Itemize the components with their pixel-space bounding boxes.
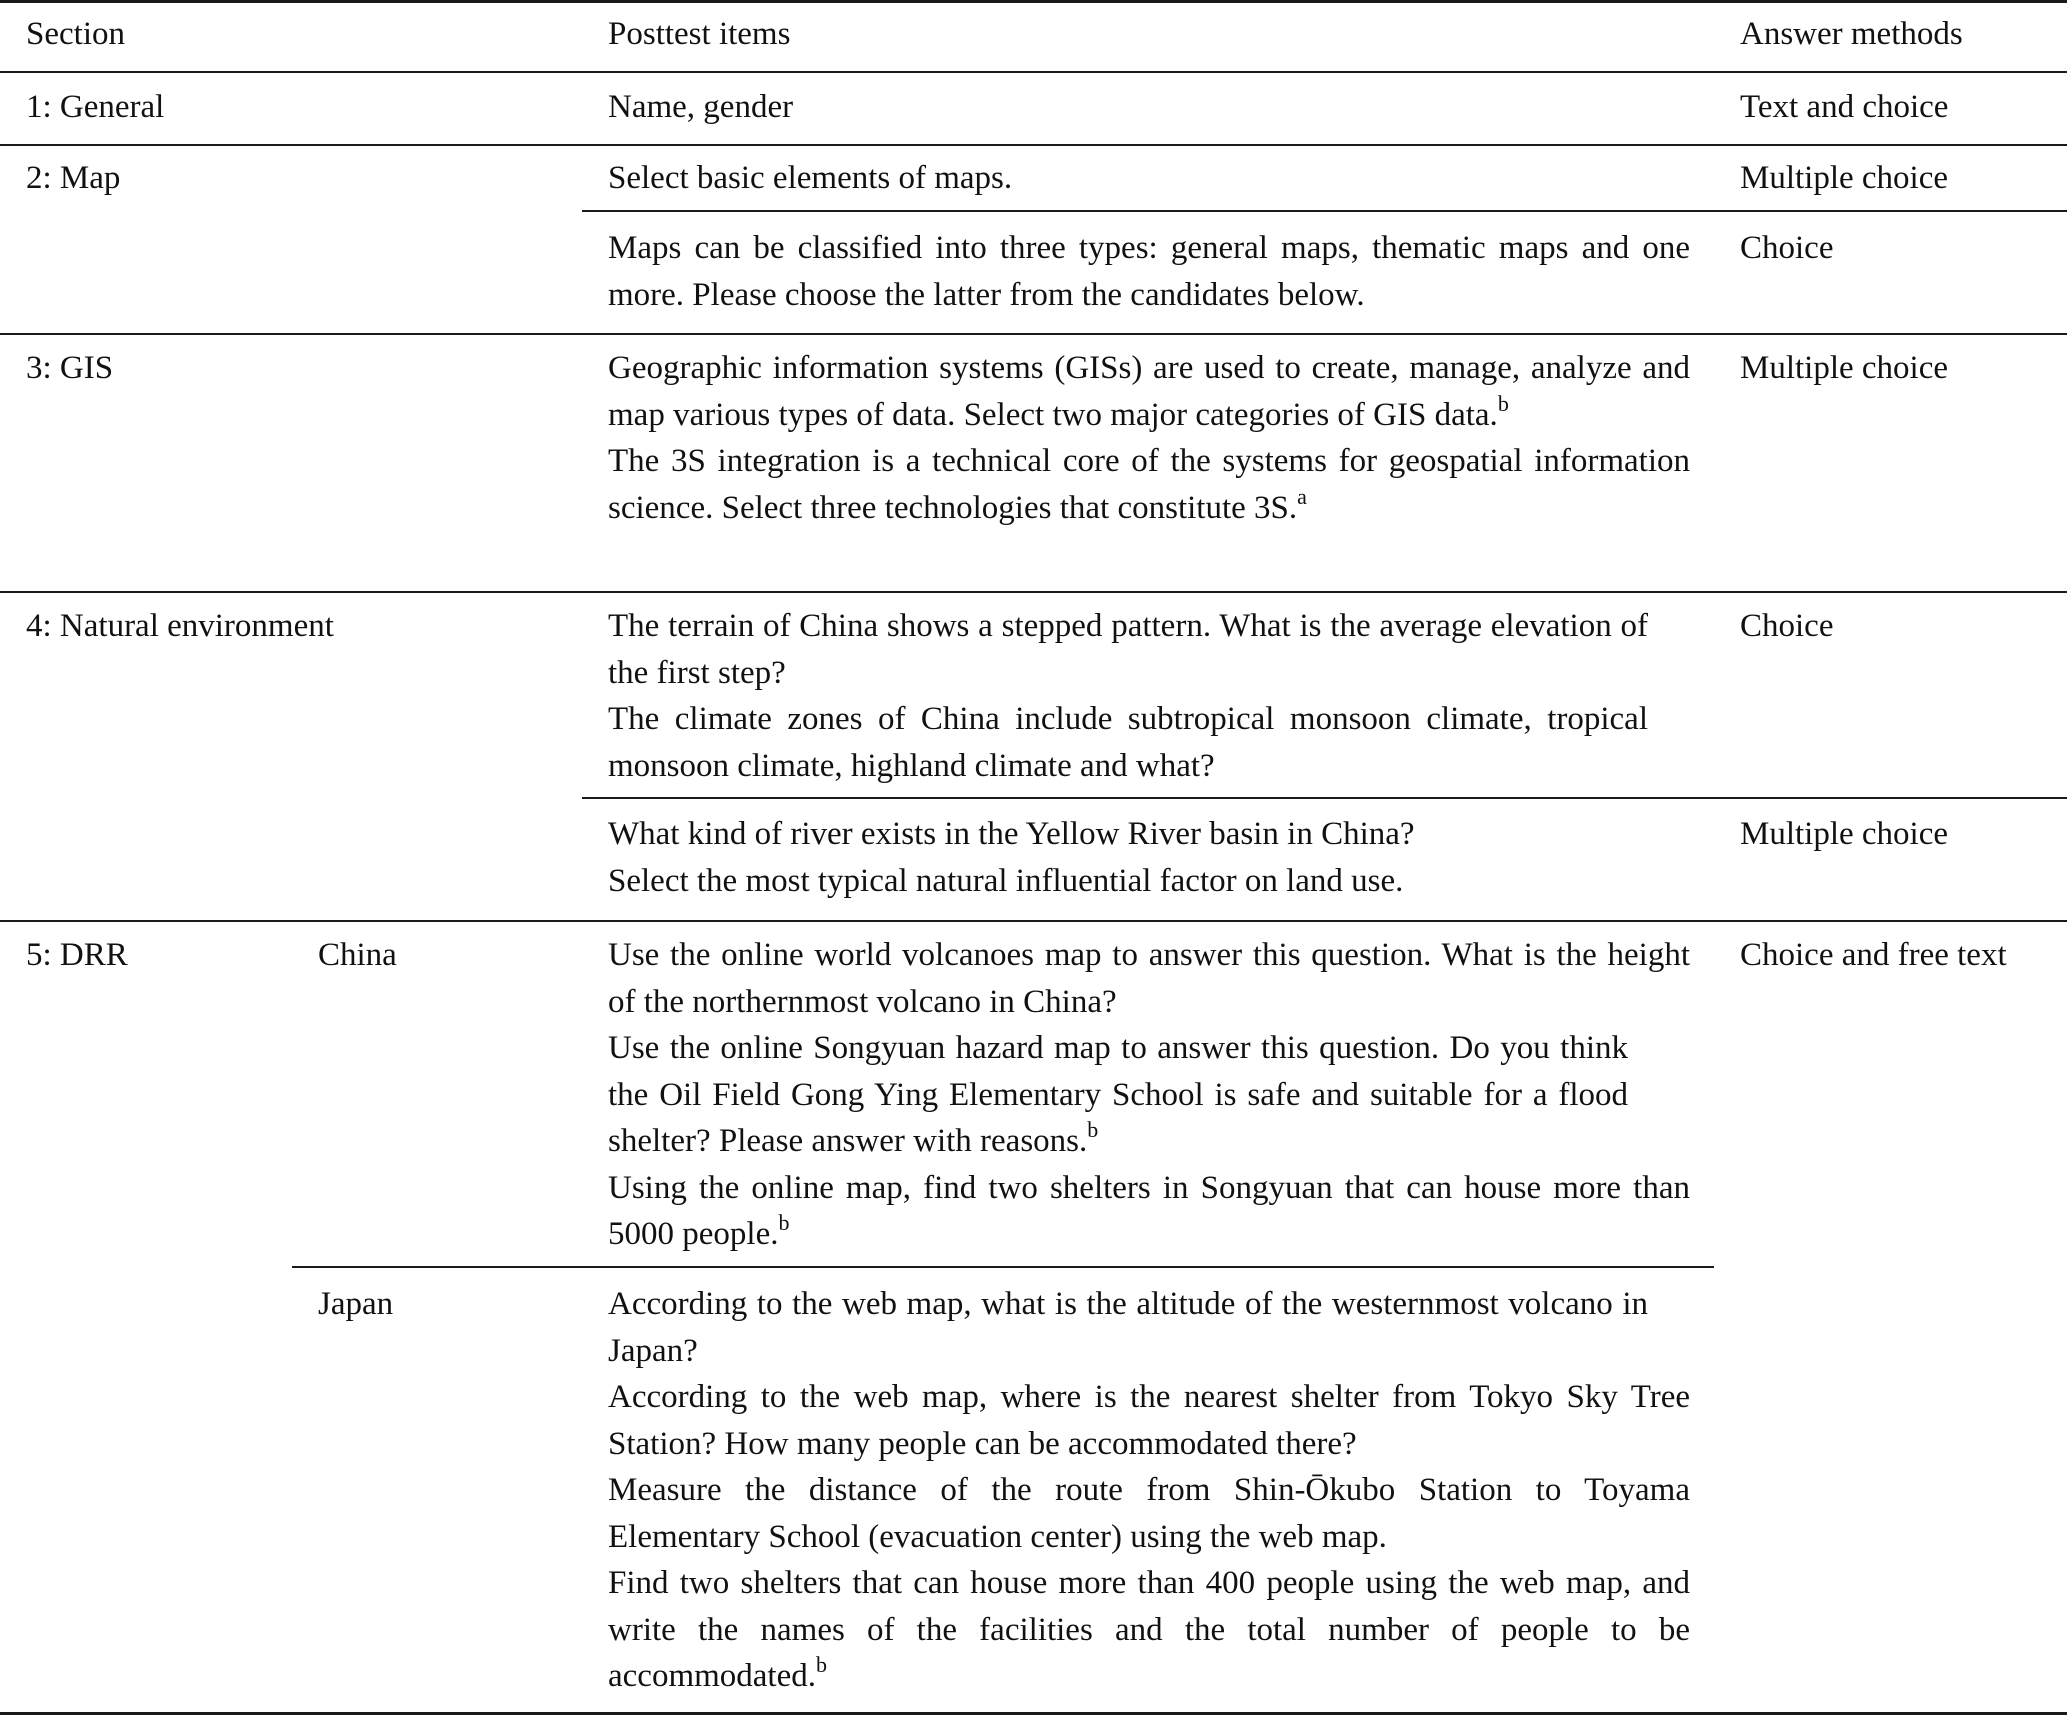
posttest-item: Use the online Songyuan hazard map to answer this question. Do you think the Oil Field Gong Ying Elementary School is safe and suitable for a flood shelter? Please answer with reasons.$^b$ xyxy=(608,1030,1628,1159)
footnote-marker: b xyxy=(1087,1117,1099,1142)
section-label: 2: Map xyxy=(26,160,121,196)
posttest-item: According to the web map, where is the nearest shelter from Tokyo Sky Tree Station? How many people can be accommodated there? xyxy=(608,1379,1690,1462)
answer-method: Multiple choice xyxy=(1740,816,1949,852)
drr-china-japan-rule xyxy=(292,1266,1714,1268)
gis-bottom-rule xyxy=(0,591,2067,593)
region-label: China xyxy=(318,937,397,973)
section-label: 1: General xyxy=(26,89,165,125)
posttest-item: The 3S integration is a technical core of the systems for geospatial information science. Select three technologies that constitute 3S.$^a$ xyxy=(608,443,1690,526)
map-bottom-rule xyxy=(0,333,2067,335)
header-bottom-rule xyxy=(0,71,2067,73)
answer-method: Choice xyxy=(1740,608,1834,644)
posttest-item: Use the online world volcanoes map to answer this question. What is the height of the northernmost volcano in China? xyxy=(608,937,1690,1020)
posttest-item: Select the most typical natural influential factor on land use. xyxy=(608,862,1404,899)
table-bottom-rule xyxy=(0,1712,2067,1715)
posttest-item-block xyxy=(608,345,1690,531)
posttest-item: The terrain of China shows a stepped pattern. What is the average elevation of the first step? xyxy=(608,608,1648,691)
section-label: 4: Natural environment xyxy=(26,608,334,644)
posttest-item-block xyxy=(608,811,1690,904)
answer-method: Multiple choice xyxy=(1740,160,1949,196)
general-bottom-rule xyxy=(0,144,2067,146)
region-label: Japan xyxy=(318,1286,394,1322)
posttest-item-block xyxy=(608,1281,1690,1700)
answer-method: Text and choice xyxy=(1740,89,1949,125)
table-top-rule xyxy=(0,0,2067,3)
footnote-marker: b xyxy=(816,1652,827,1677)
natural-sub-rule xyxy=(582,797,2067,799)
footnote-marker: b xyxy=(778,1210,790,1235)
section-label: 5: DRR xyxy=(26,937,128,973)
map-sub-rule xyxy=(582,210,2067,212)
answer-method: Choice xyxy=(1740,230,1834,266)
answer-method: Choice and free text xyxy=(1740,937,2007,973)
posttest-item-block xyxy=(608,932,1690,1258)
posttest-item: Select basic elements of maps. xyxy=(608,160,1013,196)
footnote-marker: b xyxy=(1497,390,1509,416)
posttest-item: Find two shelters that can house more than 400 people using the web map, and write the names of the facilities and the total number of people to be accommodated.$^b$ xyxy=(608,1565,1690,1694)
posttest-item-block xyxy=(608,603,1648,789)
natural-bottom-rule xyxy=(0,920,2067,922)
posttest-item: What kind of river exists in the Yellow River basin in China? xyxy=(608,816,1415,852)
posttest-item: Maps can be classified into three types: general maps, thematic maps and one more. Please choose the latter from the candidates below. xyxy=(608,230,1690,313)
posttest-item: According to the web map, what is the altitude of the westernmost volcano in Japan? xyxy=(608,1286,1648,1369)
posttest-item: Name, gender xyxy=(608,89,794,125)
header-section: Section xyxy=(26,16,125,52)
header-answer-methods: Answer methods xyxy=(1740,16,1963,52)
answer-method: Multiple choice xyxy=(1740,350,1949,386)
section-label: 3: GIS xyxy=(26,350,114,386)
posttest-item: Using the online map, find two shelters in Songyuan that can house more than 5000 people.$^b$ xyxy=(608,1169,1690,1252)
posttest-item: Geographic information systems (GISs) are used to create, manage, analyze and map various types of data. Select two major categories of GIS data.$^b$ xyxy=(608,350,1690,433)
posttest-item-block xyxy=(608,225,1690,318)
footnote-marker: a xyxy=(1297,483,1307,509)
posttest-item: Measure the distance of the route from Shin-Ōkubo Station to Toyama Elementary School (evacuation center) using the web map. xyxy=(608,1472,1690,1555)
header-posttest-items: Posttest items xyxy=(608,16,791,52)
posttest-item: The climate zones of China include subtropical monsoon climate, tropical monsoon climate, highland climate and what? xyxy=(608,701,1648,784)
